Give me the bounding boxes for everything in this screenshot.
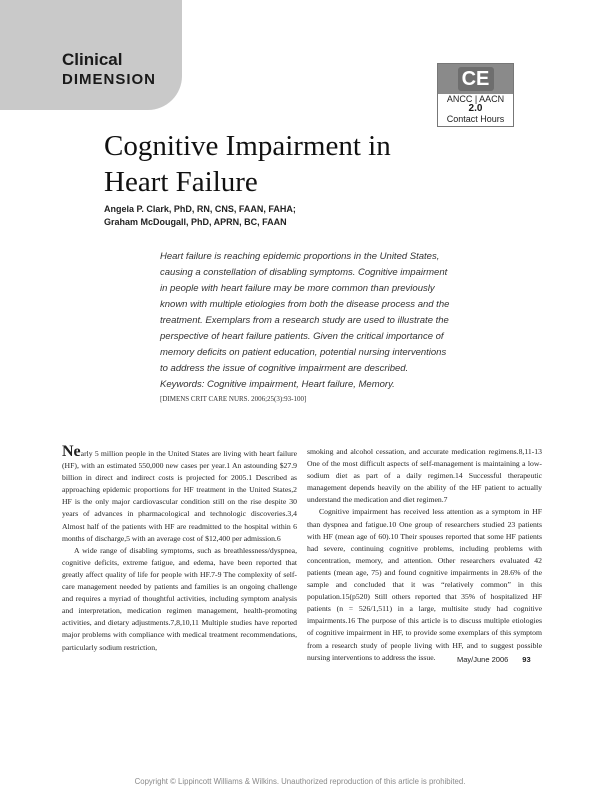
paragraph xyxy=(62,443,297,545)
abstract-text: Heart failure is reaching epidemic proportions in the United States, causing a constellation of disabling symptoms. Cognitive impairment in people with heart failure may be more common than previously known with multiple etiologies from both the disease process and the treatment. Exemplars from a research study are used to illustrate the perspective of heart failure patients. Given the critical importance of memory deficits on patient education, potential nursing interventions to address the issue of cognitive impairment are described. xyxy=(160,251,450,374)
author-1: Angela P. Clark, PhD, RN, CNS, FAAN, FAHA; xyxy=(104,204,296,214)
article-title xyxy=(104,128,391,200)
body-column-right xyxy=(307,446,542,664)
author-2: Graham McDougall, PhD, APRN, BC, FAAN xyxy=(104,217,287,227)
page-number: 93 xyxy=(522,655,531,664)
paragraph: smoking and alcohol cessation, and accurate medication regimens.8,11-13 One of the most difficult aspects of self-management is maintaining a low-sodium diet as part of a daily regimen.14 Successful therapeutic management depends heavily on the ability of the HF patient to actually understand the medication and diet regimen.7 xyxy=(307,447,542,505)
body-column-left xyxy=(62,443,297,654)
ce-label: Contact Hours xyxy=(446,114,505,124)
ce-org: ANCC | AACN xyxy=(446,94,505,104)
author-list xyxy=(104,203,296,229)
ce-logo-icon xyxy=(438,64,513,94)
keywords: Keywords: Cognitive impairment, Heart failure, Memory. xyxy=(160,379,395,390)
ce-mark: CE xyxy=(458,67,494,91)
copyright-notice: Copyright © Lippincott Williams & Wilkins. Unauthorized reproduction of this article is prohibited. xyxy=(134,777,466,786)
paragraph: A wide range of disabling symptoms, such as breathlessness/dyspnea, cognitive deficits, extreme fatigue, and edema, have been reported that greatly affect quality of life for people with HF.7-9 The complexity of self-care management needed by patients and families is an ongoing challenge and requires a myriad of thoughtful activities, including symptom analysis and interpretation, medication regimen management, health-promoting activities, and dietary adjustments.7,8,10,11 Multiple studies have reported major problems with compliance with medical treatment recommendations, particularly sodium restriction, xyxy=(62,545,297,652)
title-line-2: Heart Failure xyxy=(104,166,258,198)
page-footer xyxy=(457,655,531,664)
paragraph-text: arly 5 million people in the United States are living with heart failure (HF), with an estimated 550,000 new cases per year.1 An astounding $27.9 billion in direct and indirect costs is projected for 2005.1 Described as approaching epidemic proportions for HF treatment in the United States,2 HF is the only major cardiovascular condition still on the rise despite 30 years of advances in pharmacological and technologic discoveries.3,4 Almost half of the patients with HF are readmitted to the hospital within 6 months of discharge,5 with an average cost of $12,400 per admission.6 xyxy=(62,449,297,543)
citation: [DIMENS CRIT CARE NURS. 2006;25(3):93-100] xyxy=(160,395,307,403)
paragraph: Cognitive impairment has received less attention as a symptom in HF than dyspnea and fatigue.10 One group of researchers studied 23 patients with HF (mean age of 60).10 Their spouses reported that some HF patients had severe, continuing cognitive problems, including problems with concentration, memory, and attention. Other researchers evaluated 42 patients (mean age, 75) and found cognitive impairments in 28.6% of the sample and concluded that it was “relatively common” in this population.15(p520) Still others reported that 35% of hospitalized HF patients (n = 526/1,511) in a large, multisite study had cognitive impairments.16 The purpose of this article is to discuss multiple etiologies of cognitive impairment in HF, to provide some exemplars of this symptom from a research study of people living with HF, and to suggest possible nursing interventions to address the issue. xyxy=(307,507,542,662)
title-line-1: Cognitive Impairment in xyxy=(104,130,391,162)
section-label-clinical: Clinical xyxy=(62,50,123,69)
ce-credit-badge xyxy=(437,63,514,127)
drop-cap: Ne xyxy=(62,443,81,460)
abstract xyxy=(160,249,450,393)
issue-date: May/June 2006 xyxy=(457,655,509,664)
ce-hours: 2.0 xyxy=(468,103,483,114)
section-label-dimension: DIMENSION xyxy=(62,71,157,88)
